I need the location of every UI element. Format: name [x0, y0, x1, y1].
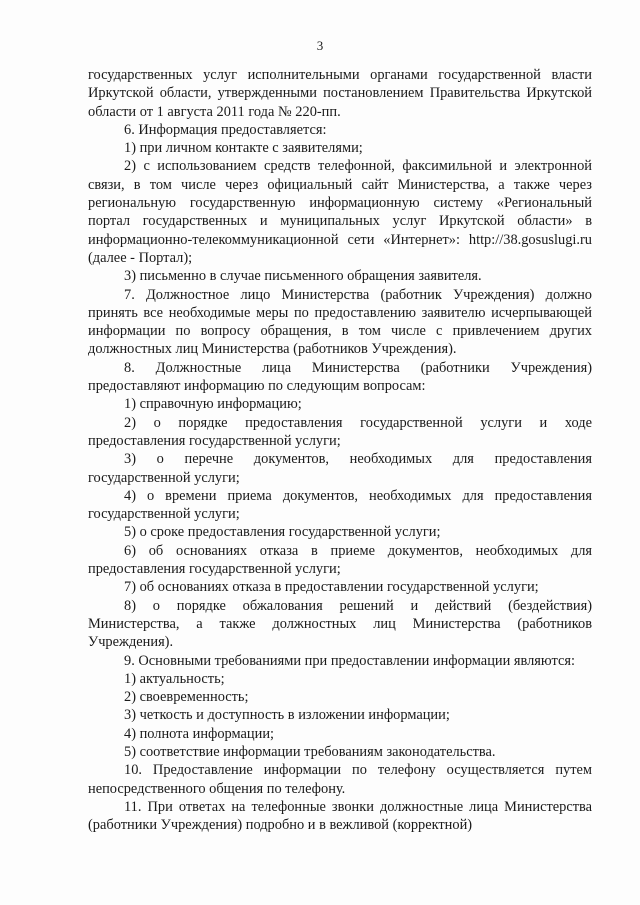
paragraph-8-item-5: 5) о сроке предоставления государственной услуги;	[124, 524, 441, 541]
paragraph-11: 11. При ответах на телефонные звонки должностные лица Министерства (работники Учреждения) подробно и в вежливой (корректной)	[88, 798, 592, 834]
paragraph-6-heading: 6. Информация предоставляется:	[124, 121, 327, 138]
paragraph-8-item-6: 6) об основаниях отказа в приеме документов, необходимых для предоставления государственной услуги;	[88, 542, 592, 578]
paragraph-9-item-3: 3) четкость и доступность в изложении информации;	[124, 707, 450, 724]
paragraph-9-heading: 9. Основными требованиями при предоставлении информации являются:	[124, 652, 575, 669]
paragraph-7: 7. Должностное лицо Министерства (работник Учреждения) должно принять все необходимые меры по предоставлению заявителю исчерпывающей информации по вопросу обращения, в том числе с привлечением других должностных лиц Министерства (работников Учреждения).	[88, 286, 592, 358]
paragraph-6-item-1: 1) при личном контакте с заявителями;	[124, 140, 363, 157]
paragraph-intro-continuation: государственных услуг исполнительными органами государственной власти Иркутской области, утвержденными постановлением Правительства Иркутской области от 1 августа 2011 года № 220-пп.	[88, 67, 592, 120]
paragraph-8-item-7: 7) об основаниях отказа в предоставлении государственной услуги;	[124, 579, 539, 596]
paragraph-6-item-3: 3) письменно в случае письменного обращения заявителя.	[124, 268, 482, 285]
paragraph-9-item-5: 5) соответствие информации требованиям законодательства.	[124, 743, 496, 760]
paragraph-6-item-2: 2) с использованием средств телефонной, факсимильной и электронной связи, в том числе через официальный сайт Министерства, а также через региональную государственную информационную систему «Региональный портал государственных и муниципальных услуг Иркутской области» в информационно-телекоммуникационной сети «Интернет»: http://38.gosuslugi.ru (далее - Портал);	[88, 158, 592, 266]
paragraph-8-item-8: 8) о порядке обжалования решений и действий (бездействия) Министерства, а также должностных лиц Министерства (работников Учреждения).	[88, 597, 592, 651]
paragraph-8-item-1: 1) справочную информацию;	[124, 396, 302, 413]
paragraph-8-item-2: 2) о порядке предоставления государственной услуги и ходе предоставления государственной услуги;	[88, 414, 592, 449]
paragraph-8-item-3: 3) о перечне документов, необходимых для предоставления государственной услуги;	[88, 451, 592, 486]
paragraph-8-item-4: 4) о времени приема документов, необходимых для предоставления государственной услуги;	[88, 487, 592, 523]
page-number: 3	[316, 38, 324, 53]
paragraph-8-heading: 8. Должностные лица Министерства (работники Учреждения) предоставляют информацию по следующим вопросам:	[88, 359, 592, 395]
paragraph-9-item-4: 4) полнота информации;	[124, 725, 275, 742]
paragraph-9-item-1: 1) актуальность;	[124, 670, 225, 687]
paragraph-10: 10. Предоставление информации по телефону осуществляется путем непосредственного общения по телефону.	[88, 762, 592, 797]
paragraph-9-item-2: 2) своевременность;	[124, 689, 249, 706]
document-body	[88, 66, 592, 834]
